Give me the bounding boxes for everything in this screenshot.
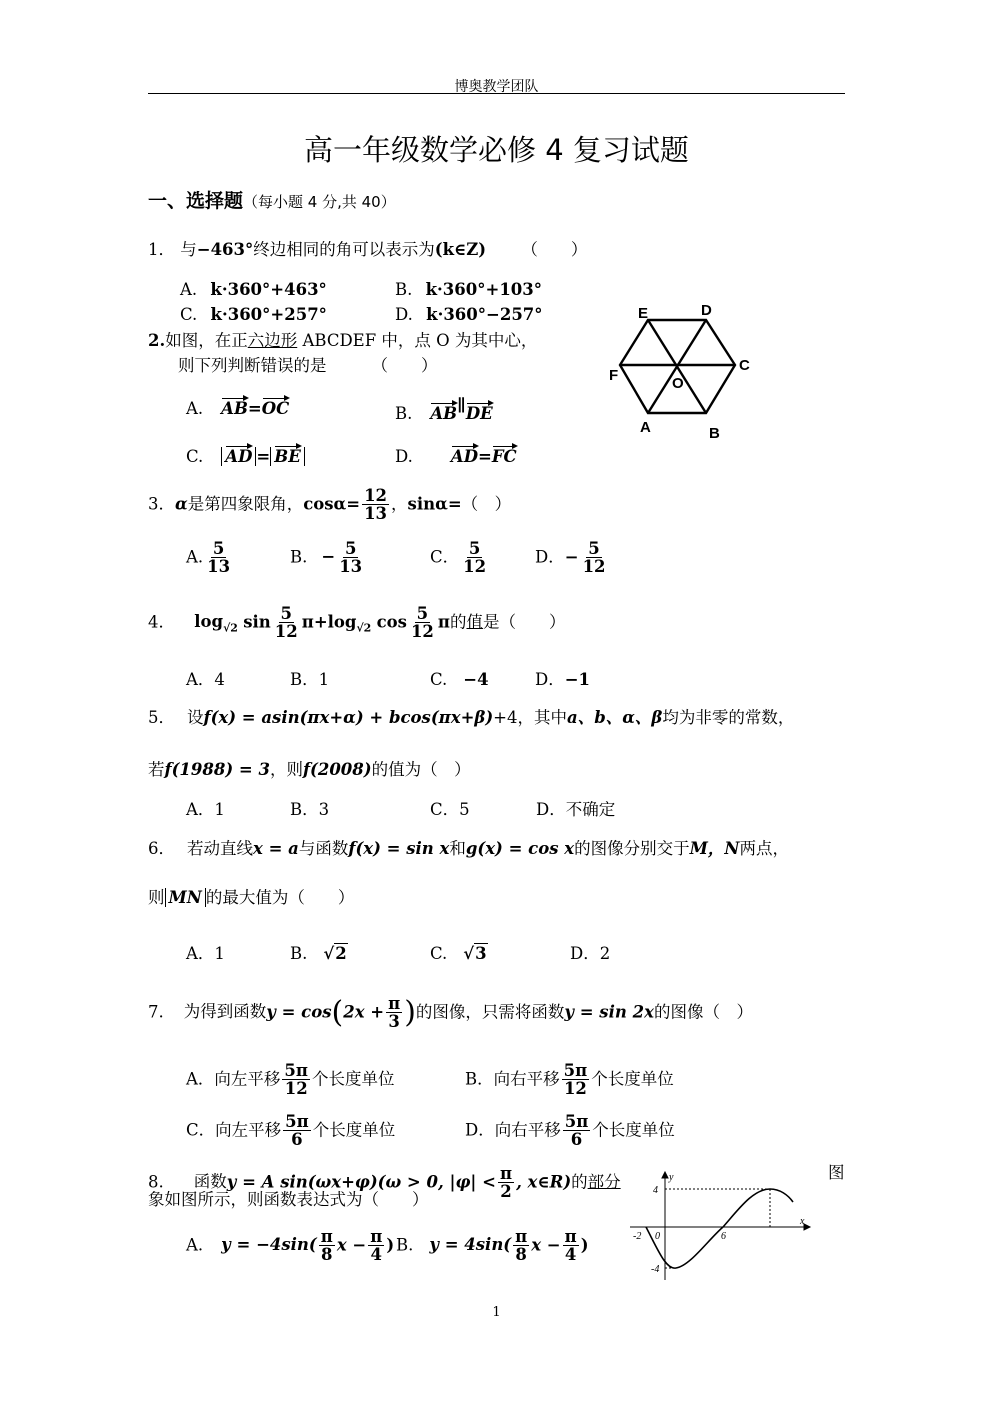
hex-label-c: C	[739, 357, 750, 374]
header-rule	[148, 93, 845, 94]
hex-label-f: F	[609, 367, 619, 384]
q5-option-a: A．1	[186, 800, 225, 819]
q6-option-c: C. √3	[430, 944, 487, 963]
q7-option-c: C．向左平移 $\frac{5\pi}{6}$ 个长度单位	[186, 1112, 396, 1150]
q8-option-b: B. y = 4sin( $\frac{\pi}{8}$ x − $\frac{\pi}{4}$ )	[396, 1227, 589, 1265]
q5-option-c: C．5	[430, 800, 470, 819]
q5-option-d: D．不确定	[536, 800, 616, 819]
q6-option-d: D．2	[570, 944, 611, 963]
q7-option-b: B．向右平移 $\frac{5\pi}{12}$ 个长度单位	[465, 1061, 674, 1099]
graph-label-y: y	[669, 1172, 674, 1183]
q4-stem: 4． $\log_{√2} \sin$ $\frac{5}{12}$ $\pi+\log_{√2}$ cos $\frac{5}{12}$ π的值是（ ）	[148, 604, 566, 642]
q2-stem-line2: 则下列判断错误的是 （ ）	[178, 356, 438, 375]
q2-stem-line1: 2.如图，在正六边形 ABCDEF 中，点 O 为其中心，	[148, 331, 538, 350]
q1-pre: 与	[180, 240, 197, 259]
q1-number: 1．	[148, 240, 175, 259]
q6-option-a: A．1	[186, 944, 225, 963]
q4-option-a: A．4	[186, 670, 225, 689]
q3-option-c: C． $\frac{5}{12}$	[430, 539, 487, 577]
q1-option-d: D. k·360°−257°	[395, 305, 543, 324]
q3-option-d: D．− $\frac{5}{12}$	[535, 539, 606, 577]
hex-label-a: A	[640, 419, 651, 436]
q2-option-d: D. AD=FC	[395, 447, 517, 466]
q7-stem: 7. 为得到函数y = cos(2x + $\frac{\pi}{3}$ )的图像，只需将函数y = sin 2x的图像（ ）	[148, 994, 753, 1032]
section-note: （每小题 4 分,共 40）	[243, 193, 396, 211]
q8-option-a: A. y = −4sin( $\frac{\pi}{8}$ x − $\frac{\pi}{4}$ )	[186, 1227, 395, 1265]
sine-graph-figure	[628, 1170, 813, 1282]
q3-option-b: B. − $\frac{5}{13}$	[290, 539, 363, 577]
q1-option-a: A. k·360°+463°	[180, 280, 327, 299]
q1-angle: −463°	[196, 240, 254, 259]
page-number: 1	[492, 1305, 501, 1320]
q1-stem	[148, 242, 587, 259]
q5-stem-line1: 5． 设f(x) = asin(πx+α) + bcos(πx+β)+4，其中a、b、α、β均为非零的常数，	[148, 708, 795, 727]
q2-option-b: B. AB∥DE	[395, 396, 493, 423]
q7-option-a: A．向左平移 $\frac{5\pi}{12}$ 个长度单位	[186, 1061, 395, 1099]
graph-label-zero: 0	[655, 1231, 660, 1242]
hex-label-o: O	[672, 375, 684, 392]
q1-mid: 终边相同的角可以表示为	[253, 240, 435, 259]
q7-option-d: D．向右平移 $\frac{5\pi}{6}$ 个长度单位	[465, 1112, 675, 1150]
q2-option-c: C. AD = BE	[186, 446, 305, 466]
q6-option-b: B. √2	[290, 944, 347, 963]
q8-stem-line2: 象如图所示，则函数表达式为（ ）	[148, 1190, 429, 1209]
q6-stem-line2: 则 MN 的最大值为（ ）	[148, 888, 355, 907]
q6-stem-line1: 6． 若动直线x = a与函数f(x) = sin x和g(x) = cos x的图像分别交于M，N两点，	[148, 839, 789, 858]
q8-stem-line1: 8. 函数y = A sin(ωx+φ)(ω > 0, |φ| < $\frac{\pi}{2}$ , x∈R)的部分	[148, 1164, 621, 1202]
q5-stem-line2: 若f(1988) = 3，则f(2008)的值为（ ）	[148, 760, 471, 779]
q1-option-c: C. k·360°+257°	[180, 305, 327, 324]
q3-stem: 3．α是第四象限角，cosα= $\frac{12}{13}$ ，sinα=（ ）	[148, 486, 512, 524]
q4-option-d: D．−1	[535, 670, 591, 689]
hexagon-figure	[600, 298, 765, 446]
q1-cond: (k∈Z)	[434, 240, 487, 259]
hex-label-d: D	[701, 302, 712, 319]
graph-label-top: 4	[653, 1185, 658, 1196]
section-label: 一、选择题	[148, 190, 244, 212]
graph-label-bottom: -4	[651, 1264, 660, 1275]
hex-label-e: E	[638, 305, 649, 322]
q8-stem-tail: 图	[828, 1163, 845, 1182]
q5-option-b: B．3	[290, 800, 330, 819]
q4-option-b: B．1	[290, 670, 330, 689]
q4-option-c: C. −4	[430, 670, 489, 689]
graph-label-x: x	[800, 1216, 805, 1227]
graph-label-neg2: -2	[633, 1231, 642, 1242]
q1-blank: （ ）	[521, 240, 588, 259]
q1-option-b: B. k·360°+103°	[395, 280, 543, 299]
hex-label-b: B	[709, 425, 720, 442]
q3-option-a: A. $\frac{5}{13}$	[186, 539, 231, 577]
q2-option-a: A. AB=OC	[186, 399, 290, 418]
header-team: 博奥教学团队	[454, 79, 539, 95]
graph-label-six: 6	[721, 1231, 726, 1242]
page-title: 高一年级数学必修 4 复习试题	[304, 133, 689, 167]
section-heading	[148, 186, 396, 213]
